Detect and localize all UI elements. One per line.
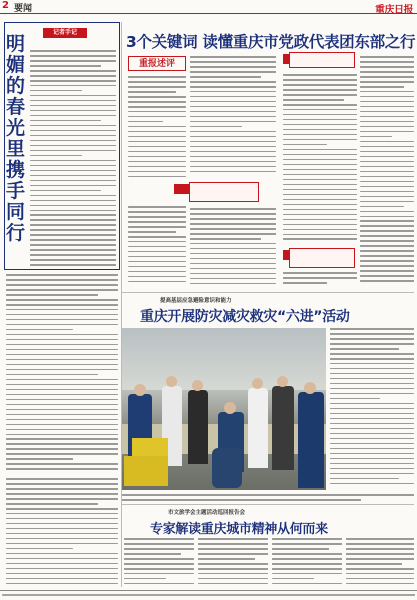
article3-col2-text — [198, 538, 268, 588]
photo-person-6 — [272, 386, 294, 470]
photo-head-2 — [166, 376, 177, 387]
photo-head-6 — [277, 376, 288, 387]
photo-background — [122, 328, 326, 390]
quote-badge-1 — [174, 184, 190, 194]
article1-col3-text — [283, 74, 357, 246]
article3-subhead: 市文旅学会主题活动巡回报告会 — [168, 510, 246, 516]
quote-box-2 — [289, 52, 355, 68]
photo-yellow-crate-2 — [124, 456, 168, 486]
article1-col2-text-b — [190, 208, 276, 288]
photo-head-7 — [304, 382, 316, 394]
photo-person-7 — [298, 392, 324, 488]
article1-col3-text-b — [283, 272, 357, 288]
article2-subhead: 提高基层应急避险意识和能力 — [160, 298, 232, 304]
quote-box-3 — [289, 248, 355, 268]
article3-headline: 专家解读重庆城市精神从何而来 — [150, 522, 328, 537]
article1-col2-text — [190, 56, 276, 176]
photo-head-3 — [192, 380, 203, 391]
photo-head-5 — [252, 378, 263, 389]
page-footer — [0, 590, 417, 600]
article1-col4-text — [360, 56, 414, 288]
article1-headline: 3个关键词 读懂重庆市党政代表团东部之行 — [126, 33, 416, 51]
footer-text — [2, 594, 415, 599]
column-body-text — [30, 50, 116, 268]
article3-col3-text — [272, 538, 342, 588]
article1-sidebox — [128, 56, 186, 71]
section-divider-1 — [122, 292, 414, 293]
photo-person-5 — [248, 388, 268, 468]
photo-person-3 — [188, 390, 208, 464]
article1-col1-text — [128, 76, 186, 181]
newspaper-logo: 重庆日报 — [375, 5, 413, 16]
quote-box-1 — [189, 182, 259, 202]
news-photo — [122, 328, 326, 490]
article3-col4-text — [346, 538, 414, 588]
article1-col1-text-b — [128, 206, 186, 288]
column-title: 明媚的春光里携手同行 — [6, 33, 26, 244]
section-name: 要闻 — [14, 4, 33, 14]
column-tag: 记者手记 — [43, 28, 87, 38]
section-divider-2 — [122, 504, 414, 505]
masthead — [0, 0, 417, 14]
photo-crouching-person — [212, 448, 242, 488]
sidebox-label: 重报述评 — [138, 59, 175, 69]
article2-headline: 重庆开展防灾减灾救灾“六进”活动 — [140, 309, 350, 325]
page-number: 2 — [2, 0, 9, 11]
left-body-text-2 — [6, 274, 118, 474]
left-body-text-3 — [6, 478, 118, 588]
article3-col1-text — [124, 538, 194, 588]
photo-head-4 — [224, 402, 236, 414]
photo-head-1 — [134, 384, 146, 396]
article2-right-text — [330, 328, 414, 490]
